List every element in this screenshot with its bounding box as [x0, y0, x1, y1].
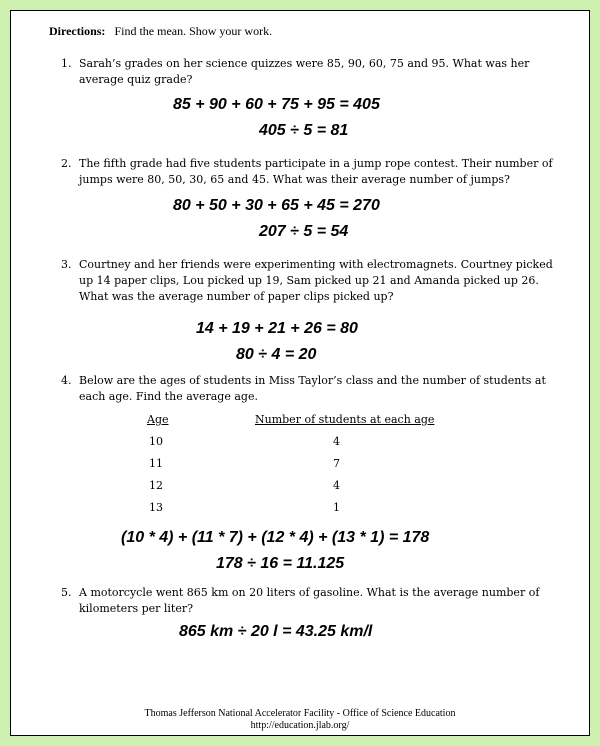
table-cell-age: 12: [149, 479, 163, 492]
table-cell-age: 11: [149, 457, 163, 470]
footer-credit: Thomas Jefferson National Accelerator Facility - Office of Science Education: [144, 708, 456, 719]
question-text: Sarah’s grades on her science quizzes were 85, 90, 60, 75 and 95. What was her average quiz grade?: [79, 57, 530, 86]
table-cell-age: 13: [149, 501, 163, 514]
answer-line: 80 ÷ 4 = 20: [236, 346, 317, 363]
table-header-age: Age: [147, 413, 169, 426]
question-number: 4.: [61, 374, 72, 387]
footer-url: http://education.jlab.org/: [250, 720, 350, 731]
question-number: 5.: [61, 586, 72, 599]
directions-text: Find the mean. Show your work.: [114, 24, 273, 38]
answer-line: 178 ÷ 16 = 11.125: [216, 555, 345, 572]
answer-line: 207 ÷ 5 = 54: [259, 223, 349, 240]
table-cell-count: 4: [333, 479, 340, 492]
answer-line: (10 * 4) + (11 * 7) + (12 * 4) + (13 * 1) = 178: [121, 529, 430, 546]
table-cell-count: 1: [333, 501, 340, 514]
answer-line: 14 + 19 + 21 + 26 = 80: [196, 320, 358, 337]
question-text: Below are the ages of students in Miss Taylor’s class and the number of students at each age. Find the average age.: [79, 374, 546, 403]
worksheet-page: [10, 10, 590, 736]
question-text: Courtney and her friends were experimenting with electromagnets. Courtney picked up 14 paper clips, Lou picked up 19, Sam picked up 21 and Amanda picked up 26. What was the average number of paper clips picked up?: [79, 258, 553, 303]
directions: [49, 24, 272, 39]
answer-line: 85 + 90 + 60 + 75 + 95 = 405: [173, 96, 380, 113]
directions-label: Directions:: [49, 24, 106, 38]
question-number: 2.: [61, 157, 72, 170]
question-text: A motorcycle went 865 km on 20 liters of gasoline. What is the average number of kilometers per liter?: [79, 586, 540, 615]
table-header-count: Number of students at each age: [255, 413, 435, 426]
question-text: The fifth grade had five students participate in a jump rope contest. Their number of jumps were 80, 50, 30, 65 and 45. What was their average number of jumps?: [79, 157, 553, 186]
table-cell-age: 10: [149, 435, 163, 448]
question-number: 3.: [61, 258, 72, 271]
question-number: 1.: [61, 57, 72, 70]
table-cell-count: 4: [333, 435, 340, 448]
answer-line: 405 ÷ 5 = 81: [259, 122, 349, 139]
table-cell-count: 7: [333, 457, 340, 470]
answer-line: 80 + 50 + 30 + 65 + 45 = 270: [173, 197, 380, 214]
answer-line: 865 km ÷ 20 l = 43.25 km/l: [179, 623, 373, 640]
